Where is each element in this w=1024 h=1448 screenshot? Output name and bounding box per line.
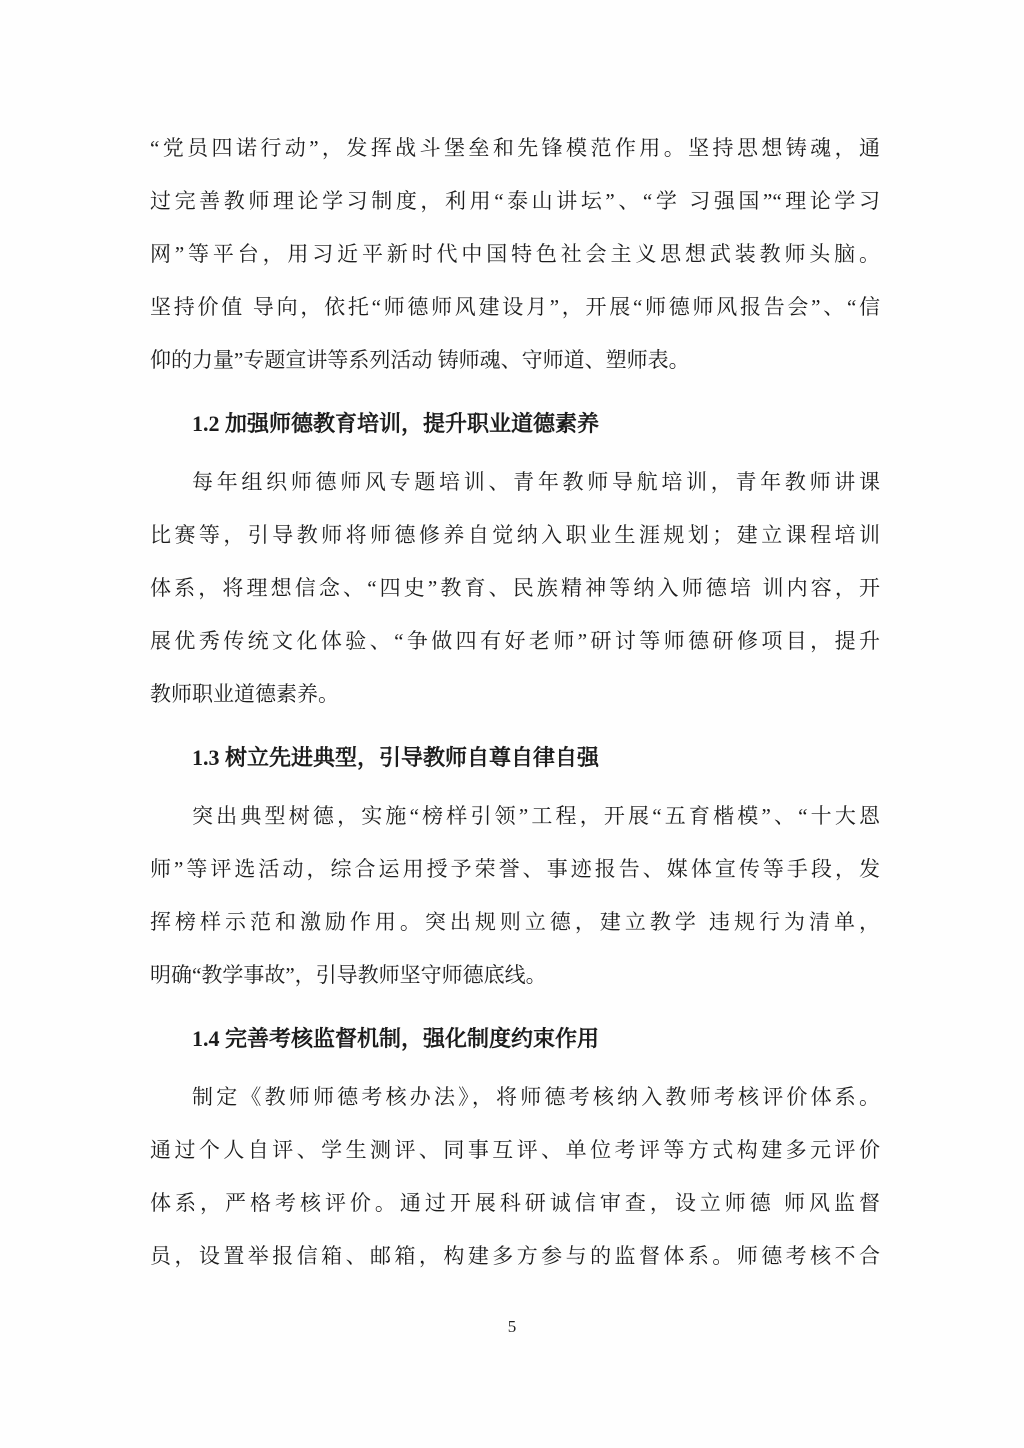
body-line: 展优秀传统文化体验、“争做四有好老师”研讨等师德研修项目，提升 xyxy=(150,629,880,653)
body-line: “党员四诺行动”，发挥战斗堡垒和先锋模范作用。坚持思想铸魂，通 xyxy=(150,136,880,160)
page-number: 5 xyxy=(507,1317,517,1336)
section-heading-1-4: 1.4 完善考核监督机制，强化制度约束作用 xyxy=(192,1026,600,1051)
section-heading-1-3: 1.3 树立先进典型，引导教师自尊自律自强 xyxy=(192,745,600,770)
body-line: 过完善教师理论学习制度，利用“泰山讲坛”、“学 习强国”“理论学习 xyxy=(150,189,880,213)
body-line: 通过个人自评、学生测评、同事互评、单位考评等方式构建多元评价 xyxy=(150,1138,880,1162)
body-line: 比赛等，引导教师将师德修养自觉纳入职业生涯规划；建立课程培训 xyxy=(150,523,880,547)
body-line: 师”等评选活动，综合运用授予荣誉、事迹报告、媒体宣传等手段，发 xyxy=(150,857,880,881)
section-heading-1-2: 1.2 加强师德教育培训，提升职业道德素养 xyxy=(192,411,600,436)
body-line: 体系，将理想信念、“四史”教育、民族精神等纳入师德培 训内容，开 xyxy=(150,576,880,600)
body-line: 挥榜样示范和激励作用。突出规则立德，建立教学 违规行为清单， xyxy=(150,910,880,934)
body-line: 仰的力量”专题宣讲等系列活动 铸师魂、守师道、塑师表。 xyxy=(150,348,690,372)
body-line: 网”等平台，用习近平新时代中国特色社会主义思想武装教师头脑。 xyxy=(150,242,880,266)
body-line: 每年组织师德师风专题培训、青年教师导航培训，青年教师讲课 xyxy=(192,470,880,494)
body-line: 突出典型树德，实施“榜样引领”工程，开展“五育楷模”、“十大恩 xyxy=(192,804,880,828)
body-line: 体系，严格考核评价。通过开展科研诚信审查，设立师德 师风监督 xyxy=(150,1191,880,1215)
body-line: 坚持价值 导向，依托“师德师风建设月”，开展“师德师风报告会”、“信 xyxy=(150,295,880,319)
body-line: 制定《教师师德考核办法》，将师德考核纳入教师考核评价体系。 xyxy=(192,1085,880,1109)
body-line: 员，设置举报信箱、邮箱，构建多方参与的监督体系。师德考核不合 xyxy=(150,1244,880,1268)
body-line: 教师职业道德素养。 xyxy=(150,682,339,706)
body-line: 明确“教学事故”，引导教师坚守师德底线。 xyxy=(150,963,547,987)
page-body xyxy=(150,122,880,1283)
